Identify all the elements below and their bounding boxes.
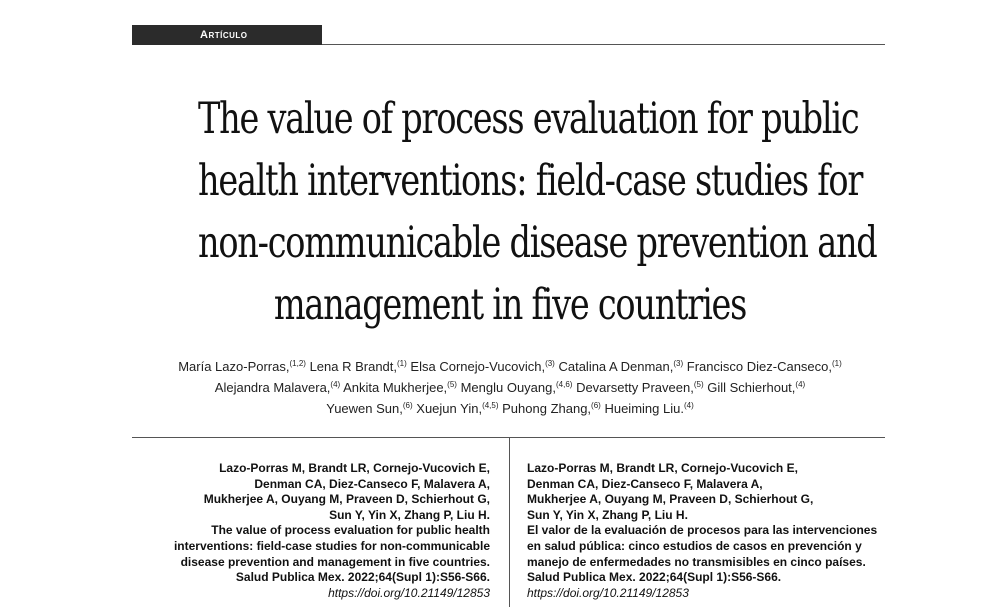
author-list	[120, 356, 900, 419]
author-name: Menglu Ouyang,	[460, 380, 556, 395]
author-affiliation: (5)	[693, 380, 704, 389]
column-divider	[509, 437, 510, 607]
doi-link[interactable]: https://doi.org/10.21149/12853	[328, 585, 490, 600]
author-affiliation: (3)	[673, 359, 684, 368]
citation-authors-line: Lazo-Porras M, Brandt LR, Cornejo-Vucovich E,	[527, 461, 798, 475]
author-affiliation: (4,5)	[482, 401, 499, 410]
citation-title-line: El valor de la evaluación de procesos para las intervenciones	[527, 523, 878, 538]
author-name: Puhong Zhang,	[502, 401, 592, 416]
author-name: Xuejun Yin,	[416, 401, 483, 416]
author-name: Ankita Mukherjee,	[343, 380, 448, 395]
doi-link[interactable]: https://doi.org/10.21149/12853	[527, 585, 689, 600]
citation-title-line: The value of process evaluation for public health	[211, 523, 490, 538]
article-title	[198, 88, 877, 336]
author-affiliation: (4,6)	[555, 380, 573, 389]
citation-english	[150, 461, 490, 601]
title-line: management in five countries	[273, 280, 747, 330]
citation-authors-line: Sun Y, Yin X, Zhang P, Liu H.	[329, 507, 490, 522]
title-line: The value of process evaluation for public	[198, 94, 859, 144]
title-line: health interventions: field-case studies for	[198, 156, 863, 206]
author-line	[120, 398, 900, 419]
author-affiliation: (6)	[591, 401, 601, 410]
citation-title-line: manejo de enfermedades no transmisibles en cinco países.	[527, 554, 866, 569]
author-affiliation: (4)	[795, 380, 806, 389]
author-affiliation: (1)	[832, 359, 842, 368]
top-divider	[322, 44, 885, 45]
author-name: Devarsetty Praveen,	[576, 380, 694, 395]
citation-authors-line: Denman CA, Diez-Canseco F, Malavera A,	[254, 476, 490, 491]
author-affiliation: (1)	[397, 359, 407, 368]
title-line: non-communicable disease prevention and	[198, 218, 877, 268]
citation-title-line: interventions: field-case studies for non-communicable	[173, 538, 490, 553]
author-name: Lena R Brandt,	[309, 359, 398, 374]
author-name: Hueiming Liu.	[604, 401, 684, 416]
author-name: Elsa Cornejo-Vucovich,	[410, 359, 546, 374]
author-name: Alejandra Malavera,	[214, 380, 331, 395]
citation-authors-line: Lazo-Porras M, Brandt LR, Cornejo-Vucovich E,	[219, 461, 490, 475]
author-affiliation: (4)	[330, 380, 341, 389]
citation-spanish	[527, 461, 897, 601]
author-name: Yuewen Sun,	[326, 401, 403, 416]
author-name: Gill Schierhout,	[707, 380, 796, 395]
citation-authors-line: Mukherjee A, Ouyang M, Praveen D, Schierhout G,	[527, 492, 814, 507]
citation-authors-line: Mukherjee A, Ouyang M, Praveen D, Schierhout G,	[203, 492, 490, 507]
author-affiliation: (3)	[545, 359, 555, 368]
author-name: Catalina A Denman,	[558, 359, 674, 374]
citation-authors-line: Denman CA, Diez-Canseco F, Malavera A,	[527, 476, 763, 491]
section-label: Artículo	[132, 25, 322, 45]
author-affiliation: (6)	[402, 401, 413, 410]
citation-journal: Salud Publica Mex. 2022;64(Supl 1):S56-S66.	[527, 570, 782, 585]
author-name: María Lazo-Porras,	[178, 359, 290, 374]
author-line	[120, 356, 900, 377]
author-affiliation: (5)	[447, 380, 457, 389]
citation-title-line: en salud pública: cinco estudios de casos en prevención y	[527, 538, 862, 553]
author-affiliation: (1,2)	[289, 359, 306, 368]
citation-journal: Salud Publica Mex. 2022;64(Supl 1):S56-S66.	[235, 570, 490, 585]
author-line	[120, 377, 900, 398]
citation-authors-line: Sun Y, Yin X, Zhang P, Liu H.	[527, 507, 688, 522]
author-name: Francisco Diez-Canseco,	[686, 359, 832, 374]
citation-title-line: disease prevention and management in five countries.	[180, 554, 490, 569]
author-affiliation: (4)	[683, 401, 694, 410]
